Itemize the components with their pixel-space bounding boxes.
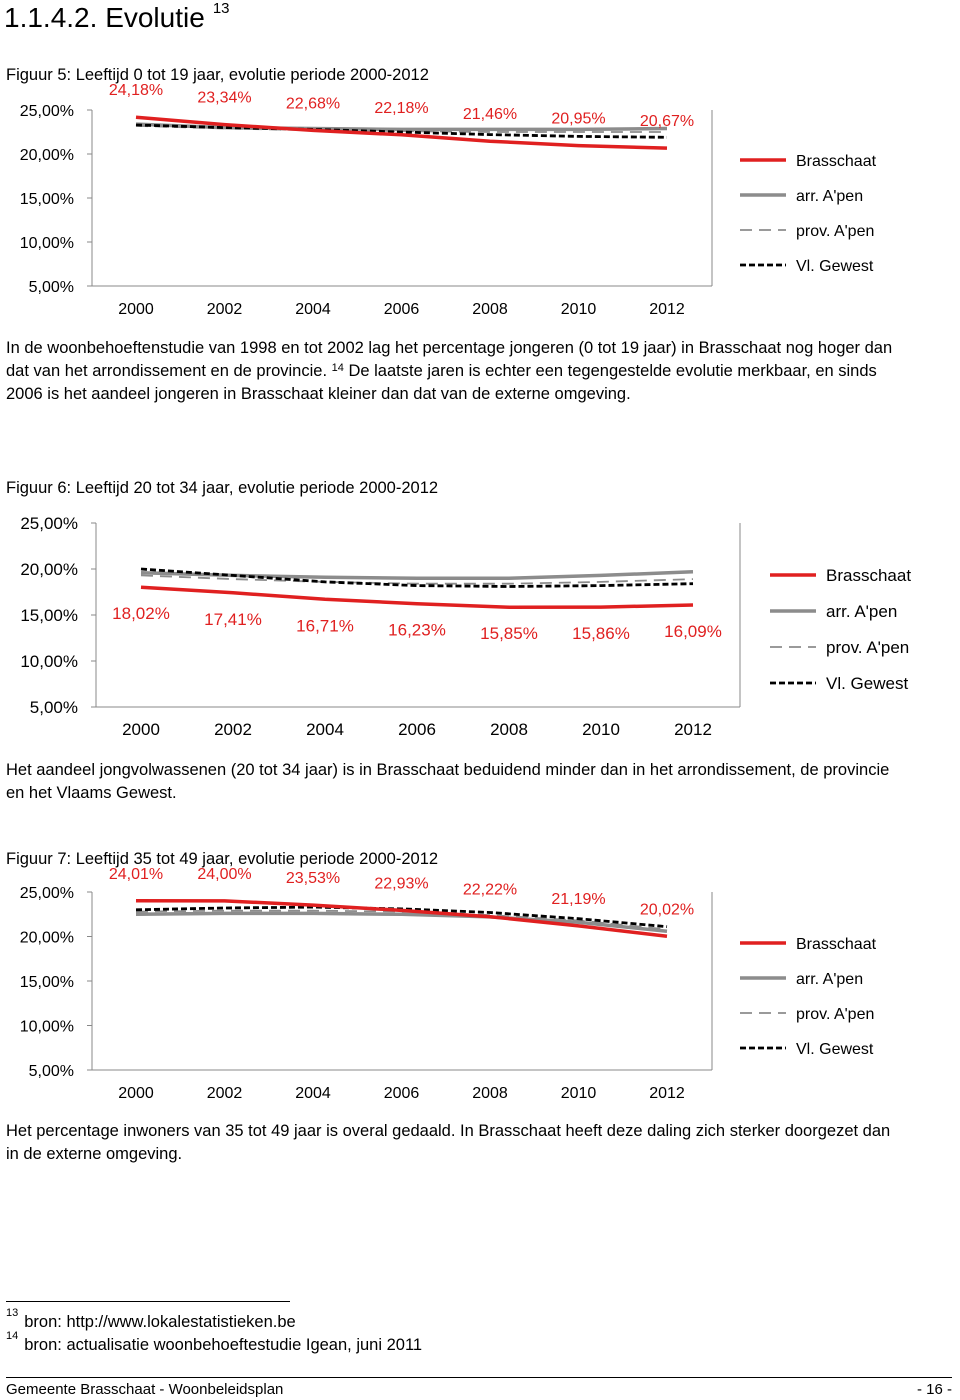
x-tick-label: 2002 [214, 720, 252, 739]
x-tick-label: 2006 [398, 720, 436, 739]
x-tick-label: 2004 [306, 720, 344, 739]
data-label: 22,93% [374, 875, 429, 893]
data-label: 23,34% [197, 89, 252, 107]
y-tick-label: 5,00% [29, 698, 78, 717]
footnote-divider [6, 1301, 290, 1302]
y-tick-label: 20,00% [19, 147, 74, 164]
y-tick-label: 10,00% [19, 1018, 74, 1036]
footnote-14-number: 14 [6, 1330, 19, 1342]
x-tick-label: 2000 [118, 1085, 154, 1102]
legend-label-prov: prov. A'pen [796, 223, 875, 240]
figure-7-title: Figuur 7: Leeftijd 35 tot 49 jaar, evolutie periode 2000-2012 [6, 850, 439, 868]
section-number: 1.1.4.2. [4, 2, 98, 33]
y-tick-label: 5,00% [28, 279, 74, 296]
x-tick-label: 2012 [674, 720, 712, 739]
x-tick-label: 2008 [472, 301, 508, 318]
x-tick-label: 2004 [295, 301, 331, 318]
legend-label-brasschaat: Brasschaat [796, 936, 877, 953]
data-label: 21,46% [462, 106, 518, 124]
figure-5-chart [0, 82, 960, 326]
x-tick-label: 2012 [649, 301, 685, 318]
data-label: 20,95% [551, 110, 606, 128]
data-label: 24,18% [108, 82, 164, 100]
x-tick-label: 2010 [582, 720, 620, 739]
legend-label-prov: prov. A'pen [796, 1006, 875, 1023]
paragraph-jongeren [6, 337, 906, 406]
y-tick-label: 15,00% [19, 974, 74, 991]
data-label: 21,19% [551, 890, 606, 908]
data-label: 16,09% [664, 621, 722, 641]
paragraph-jongeren-part1: In de woonbehoeftenstudie van 1998 en tot 2002 lag het percentage jongeren (0 tot 19 jaar) in Brasschaat nog hoger dan dat van het arrondissement en de provincie. [6, 339, 893, 380]
paragraph-jongvolwassenen: Het aandeel jongvolwassenen (20 tot 34 jaar) is in Brasschaat beduidend minder dan in het arrondissement, de provincie en het Vlaams Gewest. [6, 761, 890, 802]
figure-7-chart [0, 865, 960, 1108]
footnote-14-text: bron: actualisatie woonbehoeftestudie Igean, juni 2011 [24, 1336, 423, 1354]
y-tick-label: 20,00% [19, 929, 74, 947]
section-heading [4, 2, 230, 34]
legend-label-brasschaat: Brasschaat [826, 566, 912, 585]
y-tick-label: 20,00% [20, 560, 78, 579]
figure-6-chart [0, 507, 960, 747]
footnote-ref-13[interactable]: 13 [212, 0, 230, 17]
y-tick-label: 10,00% [20, 652, 78, 671]
data-label: 16,71% [296, 616, 354, 636]
x-tick-label: 2010 [560, 1085, 597, 1102]
y-tick-label: 25,00% [20, 514, 78, 533]
section-title: Evolutie [105, 2, 205, 33]
legend-label-vl: Vl. Gewest [826, 674, 909, 693]
data-label: 24,01% [108, 865, 164, 883]
footnote-13-text: bron: http://www.lokalestatistieken.be [24, 1313, 296, 1331]
data-label: 20,67% [639, 113, 695, 131]
data-label: 17,41% [204, 609, 262, 629]
y-tick-label: 25,00% [19, 103, 74, 120]
x-tick-label: 2000 [118, 301, 154, 318]
x-tick-label: 2008 [472, 1085, 508, 1102]
x-tick-label: 2012 [649, 1085, 685, 1102]
data-label: 16,23% [388, 620, 446, 640]
x-tick-label: 2006 [383, 301, 420, 318]
data-label: 24,00% [197, 865, 252, 883]
data-label: 18,02% [112, 604, 170, 624]
x-tick-label: 2002 [206, 1085, 243, 1102]
footer-divider [6, 1377, 952, 1378]
footnote-14 [6, 1330, 423, 1355]
legend-label-arr: arr. A'pen [796, 971, 864, 988]
legend-label-prov: prov. A'pen [826, 638, 910, 657]
x-tick-label: 2004 [295, 1085, 331, 1102]
legend-label-vl: Vl. Gewest [796, 258, 874, 275]
legend-label-arr: arr. A'pen [826, 602, 898, 621]
figure-6-title: Figuur 6: Leeftijd 20 tot 34 jaar, evolutie periode 2000-2012 [6, 479, 439, 497]
y-tick-label: 15,00% [20, 606, 78, 625]
x-tick-label: 2006 [383, 1085, 420, 1102]
data-label: 22,22% [462, 881, 518, 899]
page-number: - 16 - [916, 1381, 952, 1398]
legend-label-arr: arr. A'pen [796, 188, 864, 205]
series-line-brasschaat [141, 587, 693, 607]
x-tick-label: 2002 [206, 301, 243, 318]
paragraph-35-49: Het percentage inwoners van 35 tot 49 jaar is overal gedaald. In Brasschaat heeft deze daling zich sterker doorgezet dan in de externe omgeving. [6, 1122, 891, 1163]
figure-5-title: Figuur 5: Leeftijd 0 tot 19 jaar, evolutie periode 2000-2012 [6, 66, 429, 84]
y-tick-label: 15,00% [19, 191, 74, 208]
data-label: 15,85% [480, 624, 538, 644]
legend-label-brasschaat: Brasschaat [796, 153, 877, 170]
footnote-13 [6, 1307, 296, 1332]
y-tick-label: 5,00% [28, 1063, 74, 1080]
x-tick-label: 2010 [560, 301, 597, 318]
data-label: 22,68% [285, 95, 341, 113]
footer-title: Gemeente Brasschaat - Woonbeleidsplan [6, 1381, 284, 1398]
x-tick-label: 2000 [122, 720, 160, 739]
footnote-13-number: 13 [6, 1307, 19, 1319]
data-label: 22,18% [374, 99, 429, 117]
data-label: 23,53% [285, 870, 341, 888]
data-label: 20,02% [639, 901, 695, 919]
y-tick-label: 10,00% [19, 235, 74, 252]
legend-label-vl: Vl. Gewest [796, 1041, 874, 1058]
data-label: 15,86% [572, 624, 630, 644]
x-tick-label: 2008 [490, 720, 528, 739]
footnote-ref-14[interactable]: 14 [331, 362, 344, 374]
paragraph-jongeren-part2: De laatste jaren is echter een tegengestelde evolutie merkbaar, en sinds 2006 is het aandeel jongeren in Brasschaat kleiner dan dat van de externe omgeving. [6, 362, 877, 403]
y-tick-label: 25,00% [19, 885, 74, 902]
